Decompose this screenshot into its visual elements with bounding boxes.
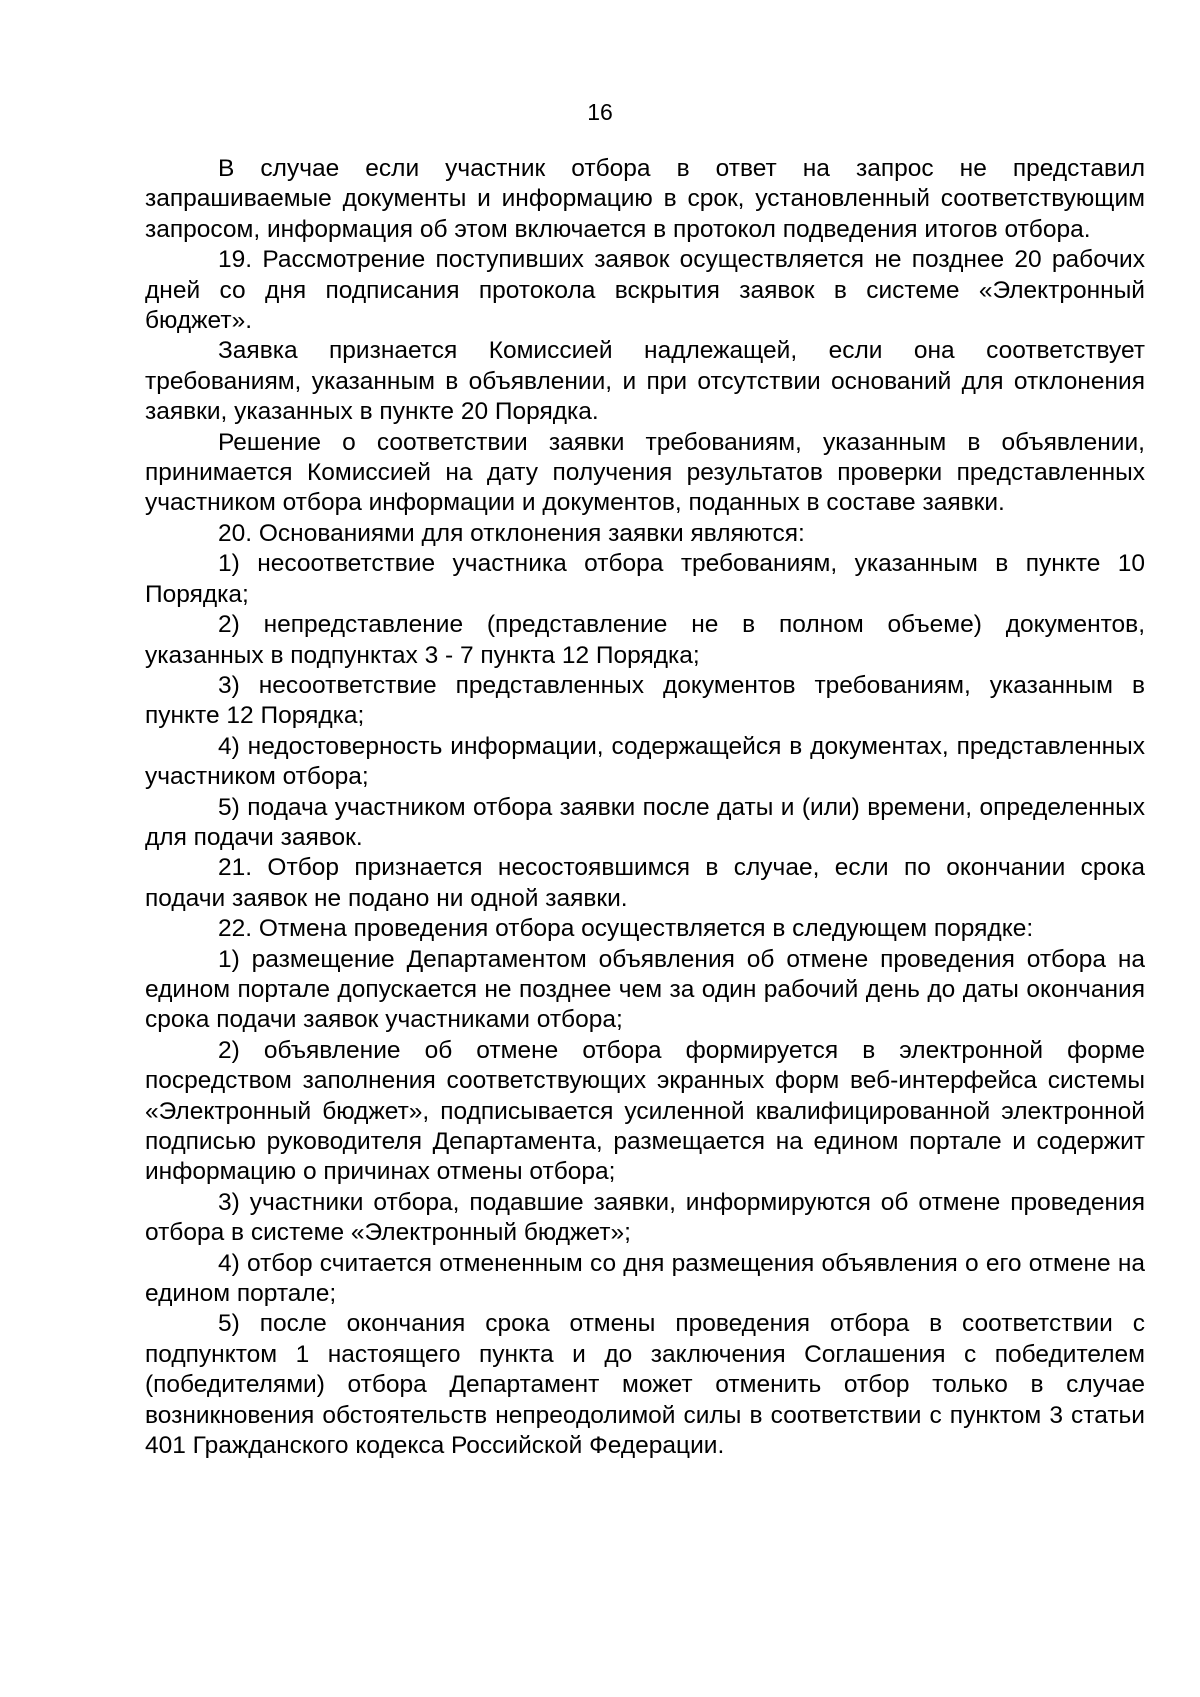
document-body [145,154,1145,1461]
paragraph-item-20-sub-2: 2) непредставление (представление не в полном объеме) документов, указанных в подпунктах 3 - 7 пункта 12 Порядка; [145,611,1145,669]
paragraph-item-19: 19. Рассмотрение поступивших заявок осуществляется не позднее 20 рабочих дней со дня подписания протокола вскрытия заявок в системе «Электронный бюджет». [145,246,1145,335]
paragraph-item-20-sub-5: 5) подача участником отбора заявки после даты и (или) времени, определенных для подачи заявок. [145,793,1145,851]
paragraph-item-22: 22. Отмена проведения отбора осуществляется в следующем порядке: [218,915,1034,943]
paragraph-item-22-sub-3: 3) участники отбора, подавшие заявки, информируются об отмене проведения отбора в системе «Электронный бюджет»; [145,1188,1145,1247]
paragraph-application-proper: Заявка признается Комиссией надлежащей, если она соответствует требованиям, указанным в объявлении, и при отсутствии оснований для отклонения заявки, указанных в пункте 20 Порядка. [145,337,1145,426]
paragraph-item-20: 20. Основаниями для отклонения заявки являются: [218,519,805,547]
paragraph-item-21: 21. Отбор признается несостоявшимся в случае, если по окончании срока подачи заявок не подано ни одной заявки. [145,854,1145,912]
paragraph-item-22-sub-5: 5) после окончания срока отмены проведения отбора в соответствии с подпунктом 1 настоящего пункта и до заключения Соглашения с победителем (победителями) отбора Департамент может отменить отбор только в случае возникновения обстоятельств непреодолимой силы в соответствии с пунктом 3 статьи 401 Гражданского кодекса Российской Федерации. [145,1310,1145,1460]
paragraph-item-22-sub-2: 2) объявление об отмене отбора формируется в электронной форме посредством заполнения соответствующих экранных форм веб-интерфейса системы «Электронный бюджет», подписывается усиленной квалифицированной электронной подписью руководителя Департамента, размещается на едином портале и содержит информацию о причинах отмены отбора; [145,1036,1145,1186]
paragraph-item-22-sub-4: 4) отбор считается отмененным со дня размещения объявления о его отмене на едином портале; [145,1249,1145,1308]
paragraph-item-20-sub-3: 3) несоответствие представленных документов требованиям, указанным в пункте 12 Порядка; [145,671,1145,730]
paragraph-item-22-sub-1: 1) размещение Департаментом объявления об отмене проведения отбора на едином портале допускается не позднее чем за один рабочий день до даты окончания срока подачи заявок участниками отбора; [145,945,1145,1034]
page-number: 16 [587,99,613,125]
paragraph-item-20-sub-1: 1) несоответствие участника отбора требованиям, указанным в пункте 10 Порядка; [145,550,1145,608]
paragraph-item-20-sub-4: 4) недостоверность информации, содержащейся в документах, представленных участником отбора; [145,732,1145,791]
paragraph-compliance-decision: Решение о соответствии заявки требованиям, указанным в объявлении, принимается Комиссией на дату получения результатов проверки представленных участником отбора информации и документов, поданных в составе заявки. [145,428,1145,517]
paragraph-clarification-request: В случае если участник отбора в ответ на запрос не представил запрашиваемые документы и информацию в срок, установленный соответствующим запросом, информация об этом включается в протокол подведения итогов отбора. [145,155,1145,243]
